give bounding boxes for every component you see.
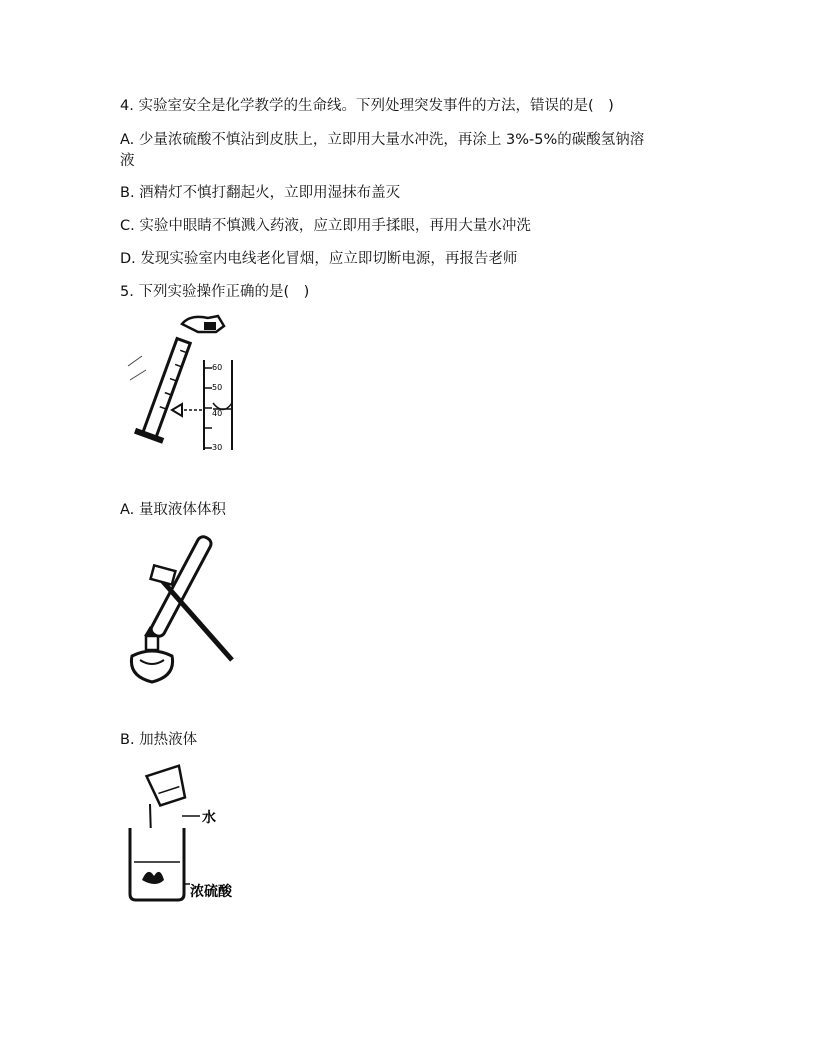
q4-option-c: C. 实验中眼睛不慎溅入药液，应立即用手揉眼，再用大量水冲洗 [120,218,531,234]
scale-label-60: 60 [212,363,223,372]
figure-a-measuring-cylinder [120,308,250,458]
figure-b-caption: B. 加热液体 [120,732,198,748]
q4-option-d: D. 发现实验室内电线老化冒烟，应立即切断电源，再报告老师 [120,251,518,267]
q4-option-a-line2: 液 [120,153,135,169]
label-water: 水 [202,810,216,826]
figure-c-dilution [120,762,250,907]
q4-stem: 4. 实验室安全是化学教学的生命线。下列处理突发事件的方法，错误的是( ) [120,98,614,114]
scale-label-40: 40 [212,409,223,418]
q4-option-b: B. 酒精灯不慎打翻起火，立即用湿抹布盖灭 [120,185,401,201]
figure-b-heating-test-tube [120,528,240,693]
label-concentrated-sulfuric-acid: 浓硫酸 [190,884,232,900]
q5-stem: 5. 下列实验操作正确的是( ) [120,284,310,300]
q4-option-a-line1: A. 少量浓硫酸不慎沾到皮肤上，立即用大量水冲洗，再涂上 3%-5%的碳酸氢钠溶 [120,132,645,148]
scale-label-50: 50 [212,383,223,392]
scale-label-30: 30 [212,443,223,452]
figure-a-caption: A. 量取液体体积 [120,502,226,518]
